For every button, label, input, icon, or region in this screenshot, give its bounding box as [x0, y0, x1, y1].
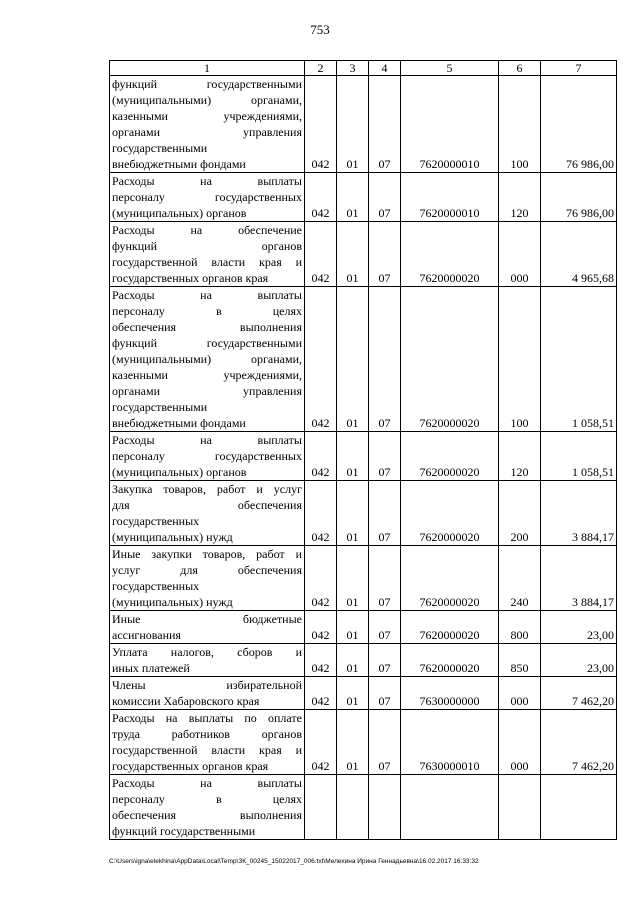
- section-code-cell: 01: [337, 76, 369, 173]
- description-line: функций органов: [112, 239, 302, 253]
- description-line: иных платежей: [112, 661, 190, 675]
- subsection-code-cell: 07: [369, 710, 401, 775]
- amount-cell: 76 986,00: [541, 76, 617, 173]
- description-line: обеспечения выполнения: [112, 808, 302, 822]
- subsection-code-cell: 07: [369, 481, 401, 546]
- section-code-cell: 01: [337, 546, 369, 611]
- table-row: [110, 775, 617, 840]
- ministry-code-cell: 042: [305, 173, 337, 222]
- target-article-cell: 7620000020: [401, 287, 499, 432]
- description-line: государственных органов края: [112, 759, 269, 773]
- table-row: [110, 611, 617, 644]
- description-line: Расходы на выплаты: [112, 174, 302, 188]
- ministry-code-cell: 042: [305, 432, 337, 481]
- amount-cell: 7 462,20: [541, 710, 617, 775]
- expense-type-cell: 000: [499, 222, 541, 287]
- row-description: [110, 222, 305, 287]
- table-row: [110, 481, 617, 546]
- subsection-code-cell: 07: [369, 222, 401, 287]
- description-line: функций государственными: [112, 336, 302, 350]
- description-line: Расходы на выплаты: [112, 776, 302, 790]
- description-line: государственными: [112, 400, 208, 414]
- table-row: [110, 644, 617, 677]
- description-line: труда работников органов: [112, 727, 302, 741]
- table-row: [110, 222, 617, 287]
- row-description: [110, 76, 305, 173]
- amount-cell: 4 965,68: [541, 222, 617, 287]
- table-row: [110, 677, 617, 710]
- description-line: внебюджетными фондами: [112, 416, 246, 430]
- section-code-cell: 01: [337, 481, 369, 546]
- target-article-cell: 7620000010: [401, 173, 499, 222]
- description-line: (муниципальных) органов: [112, 465, 247, 479]
- amount-cell: 1 058,51: [541, 432, 617, 481]
- description-line: (муниципальных) нужд: [112, 595, 233, 609]
- row-description: [110, 432, 305, 481]
- ministry-code-cell: 042: [305, 710, 337, 775]
- description-line: Члены избирательной: [112, 678, 302, 692]
- target-article-cell: 7620000020: [401, 481, 499, 546]
- table-row: [110, 287, 617, 432]
- description-line: Закупка товаров, работ и услуг: [112, 482, 302, 496]
- description-line: (муниципальными) органами,: [112, 93, 302, 107]
- amount-cell: 23,00: [541, 611, 617, 644]
- column-header: 4: [369, 61, 401, 76]
- description-line: казенными учреждениями,: [112, 109, 302, 123]
- column-header: 6: [499, 61, 541, 76]
- target-article-cell: 7620000020: [401, 432, 499, 481]
- description-line: обеспечения выполнения: [112, 320, 302, 334]
- expense-type-cell: 120: [499, 432, 541, 481]
- section-code-cell: 01: [337, 173, 369, 222]
- expense-type-cell: 120: [499, 173, 541, 222]
- column-header: 1: [110, 61, 305, 76]
- ministry-code-cell: 042: [305, 481, 337, 546]
- description-line: Расходы на обеспечение: [112, 223, 302, 237]
- description-line: функций государственными: [112, 824, 256, 838]
- target-article-cell: 7620000020: [401, 546, 499, 611]
- column-header: 5: [401, 61, 499, 76]
- ministry-code-cell: 042: [305, 677, 337, 710]
- page-number: 753: [310, 22, 330, 37]
- section-code-cell: 01: [337, 287, 369, 432]
- description-line: Иные закупки товаров, работ и: [112, 547, 302, 561]
- row-description: [110, 481, 305, 546]
- subsection-code-cell: 07: [369, 611, 401, 644]
- ministry-code-cell: 042: [305, 287, 337, 432]
- expense-type-cell: [499, 775, 541, 840]
- description-line: Расходы на выплаты: [112, 288, 302, 302]
- description-line: персоналу государственных: [112, 449, 302, 463]
- description-line: персоналу в целях: [112, 792, 302, 806]
- expense-type-cell: 000: [499, 677, 541, 710]
- target-article-cell: 7620000020: [401, 644, 499, 677]
- section-code-cell: 01: [337, 611, 369, 644]
- table-header-row: [110, 61, 617, 76]
- table-row: [110, 546, 617, 611]
- section-code-cell: 01: [337, 710, 369, 775]
- row-description: [110, 173, 305, 222]
- description-line: государственной власти края и: [112, 255, 302, 269]
- subsection-code-cell: 07: [369, 432, 401, 481]
- row-description: [110, 287, 305, 432]
- target-article-cell: 7630000010: [401, 710, 499, 775]
- target-article-cell: [401, 775, 499, 840]
- description-line: органами управления: [112, 384, 302, 398]
- section-code-cell: 01: [337, 432, 369, 481]
- subsection-code-cell: 07: [369, 677, 401, 710]
- amount-cell: 76 986,00: [541, 173, 617, 222]
- subsection-code-cell: [369, 775, 401, 840]
- target-article-cell: 7620000010: [401, 76, 499, 173]
- target-article-cell: 7620000020: [401, 222, 499, 287]
- row-description: [110, 710, 305, 775]
- expense-type-cell: 240: [499, 546, 541, 611]
- amount-cell: 23,00: [541, 644, 617, 677]
- ministry-code-cell: 042: [305, 222, 337, 287]
- subsection-code-cell: 07: [369, 644, 401, 677]
- row-description: [110, 644, 305, 677]
- expense-type-cell: 000: [499, 710, 541, 775]
- description-line: персоналу в целях: [112, 304, 302, 318]
- row-description: [110, 611, 305, 644]
- description-line: (муниципальными) органами,: [112, 352, 302, 366]
- ministry-code-cell: [305, 775, 337, 840]
- description-line: Расходы на выплаты по оплате: [112, 711, 302, 725]
- subsection-code-cell: 07: [369, 546, 401, 611]
- row-description: [110, 546, 305, 611]
- description-line: функций государственными: [112, 77, 302, 91]
- row-description: [110, 775, 305, 840]
- description-line: Иные бюджетные: [112, 612, 302, 626]
- ministry-code-cell: 042: [305, 76, 337, 173]
- amount-cell: 1 058,51: [541, 287, 617, 432]
- description-line: государственной власти края и: [112, 743, 302, 757]
- amount-cell: 3 884,17: [541, 481, 617, 546]
- section-code-cell: 01: [337, 677, 369, 710]
- column-header: 3: [337, 61, 369, 76]
- expense-type-cell: 200: [499, 481, 541, 546]
- amount-cell: [541, 775, 617, 840]
- expense-type-cell: 100: [499, 76, 541, 173]
- description-line: для обеспечения: [112, 498, 302, 512]
- expense-type-cell: 800: [499, 611, 541, 644]
- section-code-cell: 01: [337, 222, 369, 287]
- subsection-code-cell: 07: [369, 173, 401, 222]
- table-row: [110, 173, 617, 222]
- description-line: казенными учреждениями,: [112, 368, 302, 382]
- row-description: [110, 677, 305, 710]
- expense-type-cell: 100: [499, 287, 541, 432]
- description-line: государственных: [112, 514, 200, 528]
- ministry-code-cell: 042: [305, 644, 337, 677]
- description-line: услуг для обеспечения: [112, 563, 302, 577]
- ministry-code-cell: 042: [305, 611, 337, 644]
- target-article-cell: 7620000020: [401, 611, 499, 644]
- section-code-cell: [337, 775, 369, 840]
- description-line: государственных: [112, 579, 200, 593]
- ministry-code-cell: 042: [305, 546, 337, 611]
- table-row: [110, 710, 617, 775]
- description-line: (муниципальных) нужд: [112, 530, 233, 544]
- amount-cell: 3 884,17: [541, 546, 617, 611]
- budget-table: [109, 60, 617, 840]
- description-line: органами управления: [112, 125, 302, 139]
- expense-type-cell: 850: [499, 644, 541, 677]
- description-line: комиссии Хабаровского края: [112, 694, 260, 708]
- target-article-cell: 7630000000: [401, 677, 499, 710]
- description-line: Расходы на выплаты: [112, 433, 302, 447]
- file-path-footer: C:\Users\igna\elekhina\AppData\Local\Temp\ЗК_00245_15022017_006.txt\Мелехина Ирина Геннадьевна\16.02.2017 16:33:32: [109, 858, 479, 865]
- subsection-code-cell: 07: [369, 76, 401, 173]
- column-header: 7: [541, 61, 617, 76]
- column-header: 2: [305, 61, 337, 76]
- description-line: персоналу государственных: [112, 190, 302, 204]
- description-line: (муниципальных) органов: [112, 206, 247, 220]
- table-row: [110, 432, 617, 481]
- description-line: государственными: [112, 141, 208, 155]
- description-line: государственных органов края: [112, 271, 269, 285]
- description-line: ассигнования: [112, 628, 181, 642]
- amount-cell: 7 462,20: [541, 677, 617, 710]
- description-line: Уплата налогов, сборов и: [112, 645, 302, 659]
- description-line: внебюджетными фондами: [112, 157, 246, 171]
- table-row: [110, 76, 617, 173]
- subsection-code-cell: 07: [369, 287, 401, 432]
- section-code-cell: 01: [337, 644, 369, 677]
